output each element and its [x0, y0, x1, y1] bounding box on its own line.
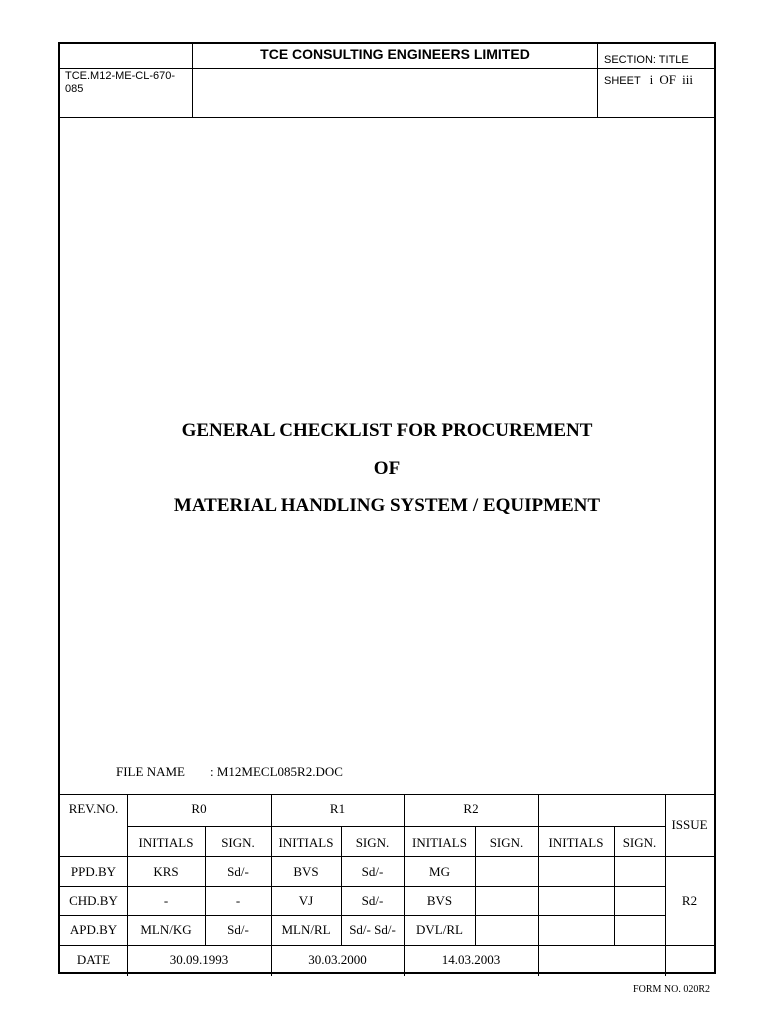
table-cell: BVS [293, 864, 319, 879]
initials-header: INITIALS [548, 835, 604, 850]
sheet-number [604, 72, 693, 88]
document-title-line2: OF [373, 458, 401, 479]
table-cell: BVS [426, 893, 453, 908]
table-cell: DVL/RL [416, 922, 463, 937]
table-col-rule-r1 [404, 794, 405, 976]
company-name: TCE CONSULTING ENGINEERS LIMITED [260, 46, 530, 62]
date-r1: 30.03.2000 [308, 952, 367, 967]
document-title-line3: MATERIAL HANDLING SYSTEM / EQUIPMENT [173, 495, 601, 516]
document-code: TCE.M12-ME-CL-670-085 [65, 70, 176, 95]
date-r2: 14.03.2003 [441, 952, 501, 967]
rev-no-label: REV.NO. [68, 801, 119, 816]
header-code-rule [60, 68, 192, 69]
table-subheader-rule [127, 826, 665, 827]
sheet-current: i [649, 72, 654, 87]
issue-value: R2 [681, 893, 698, 908]
table-cell: Sd/- [361, 864, 384, 879]
row-label-ppd: PPD.BY [70, 864, 117, 879]
table-row-rule-3 [60, 945, 714, 946]
document-title-line1: GENERAL CHECKLIST FOR PROCUREMENT [181, 420, 593, 441]
document-page [58, 42, 716, 974]
rev-r2-header: R2 [463, 801, 479, 816]
sheet-of: OF [659, 72, 677, 87]
date-r0: 30.09.1993 [169, 952, 229, 967]
file-name-label: FILE NAME [116, 764, 185, 779]
issue-label: ISSUE [671, 817, 708, 832]
initials-header: INITIALS [412, 835, 467, 850]
file-name-value: : M12MECL085R2.DOC [210, 764, 343, 779]
table-cell: - [235, 893, 241, 908]
sign-header: SIGN. [221, 835, 255, 850]
table-header-bottom-rule [60, 856, 714, 857]
header-company-rule [192, 68, 714, 69]
table-cell: Sd/- [227, 864, 249, 879]
initials-header: INITIALS [138, 835, 194, 850]
table-cell: MG [429, 864, 450, 879]
row-label-date: DATE [76, 952, 111, 967]
sign-header: SIGN. [622, 835, 657, 850]
table-top-rule [60, 794, 714, 795]
row-label-chd: CHD.BY [69, 893, 118, 908]
initials-header: INITIALS [278, 835, 334, 850]
table-col-rule-label [127, 794, 128, 976]
header-divider-right [597, 44, 598, 118]
sign-header: SIGN. [489, 835, 524, 850]
sign-header: SIGN. [355, 835, 390, 850]
table-cell: MLN/RL [281, 922, 331, 937]
table-cell: Sd/- [227, 922, 249, 937]
form-number: FORM NO. 020R2 [633, 984, 710, 995]
table-cell: Sd/- Sd/- [349, 922, 396, 937]
table-cell: Sd/- [361, 893, 384, 908]
table-cell: KRS [153, 864, 179, 879]
table-cell: - [163, 893, 169, 908]
table-col-rule-r0 [271, 794, 272, 976]
table-col-rule-r2 [538, 794, 539, 976]
table-row-rule-2 [60, 915, 665, 916]
table-cell: VJ [298, 893, 314, 908]
rev-r0-header: R0 [191, 801, 207, 816]
table-row-rule-1 [60, 886, 665, 887]
table-cell: MLN/KG [140, 922, 192, 937]
rev-r1-header: R1 [329, 801, 346, 816]
sheet-total: iii [682, 72, 693, 87]
row-label-apd: APD.BY [69, 922, 118, 937]
sheet-prefix: SHEET [604, 75, 641, 87]
section-label: SECTION: TITLE [604, 54, 689, 66]
header-bottom-rule [60, 117, 714, 118]
